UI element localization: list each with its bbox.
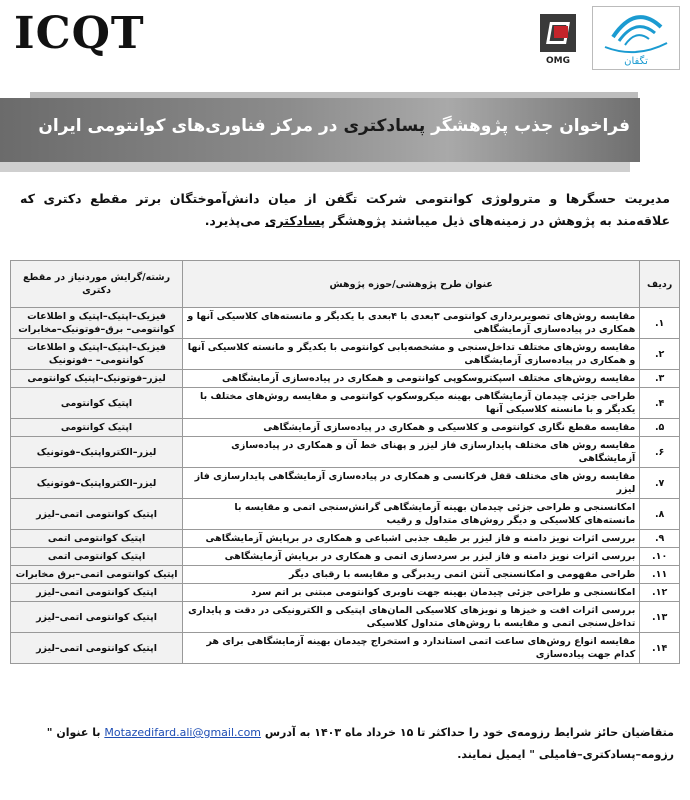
tagfan-logo <box>592 6 680 70</box>
row-num: ۳. <box>640 370 680 388</box>
row-title: مقایسه روش های مختلف قفل فرکانسی و همکاری در پیاده‌سازی آزمایشگاهی پایدارسازی فاز لیزر <box>183 468 640 499</box>
intro-paragraph <box>20 188 670 232</box>
row-field: اپتیک کوانتومی اتمی–لیزر <box>11 584 183 602</box>
research-topics-table <box>10 260 680 664</box>
table-row <box>11 339 680 370</box>
row-num: ۸. <box>640 499 680 530</box>
row-field: فیزیک–اپتیک–اپتیک و اطلاعات کوانتومی– برق–فوتونیک–مخابرات <box>11 308 183 339</box>
intro-emphasis: پسادکتری <box>264 213 326 228</box>
table-row <box>11 370 680 388</box>
row-num: ۱۲. <box>640 584 680 602</box>
contact-email-link[interactable]: Motazedifard.ali@gmail.com <box>104 726 262 739</box>
row-num: ۴. <box>640 388 680 419</box>
row-field: لیزر–الکترواپتیک–فوتونیک <box>11 468 183 499</box>
omg-logo <box>536 10 580 68</box>
header-title: عنوان طرح پژوهشی/حوزه پژوهش <box>183 261 640 308</box>
omg-logo-label: OMG <box>546 56 570 66</box>
row-title: طراحی مفهومی و امکانسنجی آنتن اتمی ریدبرگی و مقایسه با رقبای دیگر <box>183 566 640 584</box>
row-num: ۲. <box>640 339 680 370</box>
omg-logo-icon <box>540 14 576 52</box>
banner-title-part2: در مرکز فناوری‌های کوانتومی ایران <box>38 116 338 136</box>
row-title: مقایسه مقطع نگاری کوانتومی و کلاسیکی و همکاری در پیاده‌سازی آزمایشگاهی <box>183 419 640 437</box>
tagfan-logo-label: تگفان <box>624 56 648 67</box>
icqt-logo-text: ICQT <box>14 8 145 59</box>
application-instructions <box>12 722 674 766</box>
row-title: مقایسه روش های مختلف پایدارسازی فاز لیزر و پهنای خط آن و همکاری در پیاده‌سازی آزمایشگاهی <box>183 437 640 468</box>
header-num: ردیف <box>640 261 680 308</box>
footer-part1: متقاضیان حائز شرایط رزومه‌ی خود را حداکثر تا ۱۵ خرداد ماه ۱۴۰۳ به آدرس <box>264 726 674 739</box>
table-row <box>11 499 680 530</box>
row-field: اپتیک کوانتومی اتمی–لیزر <box>11 499 183 530</box>
banner-title-emphasis: پسادکتری <box>343 116 426 136</box>
table-row <box>11 388 680 419</box>
row-title: مقایسه روش‌های مختلف تداخل‌سنجی و مشخصه‌یابی کوانتومی با یکدیگر و مانسته کلاسیکی آنها و همکاری در پیاده‌سازی آزمایشگاهی <box>183 339 640 370</box>
intro-part1: مدیریت حسگرها و مترولوژی کوانتومی شرکت تگفن از میان دانش‌آموختگان برتر مقطع دکتری که علاقه‌مند به پژوهش در زمینه‌های ذیل میباشند پژوهشگر <box>20 191 670 228</box>
row-field: لیزر–فوتونیک–اپتیک کوانتومی <box>11 370 183 388</box>
row-num: ۷. <box>640 468 680 499</box>
table-row <box>11 468 680 499</box>
row-num: ۹. <box>640 530 680 548</box>
row-num: ۱۳. <box>640 602 680 633</box>
row-title: بررسی اثرات نویز دامنه و فاز لیزر بر طیف جذبی اشباعی و همکاری در برپایش آزمایشگاهی <box>183 530 640 548</box>
banner-title-part1: فراخوان جذب پژوهشگر <box>431 116 630 136</box>
row-field: اپتیک کوانتومی اتمی <box>11 530 183 548</box>
row-field: فیزیک–اپتیک–اپتیک و اطلاعات کوانتومی– –فوتونیک <box>11 339 183 370</box>
row-title: بررسی اثرات افت و خیزها و نویزهای کلاسیکی المان‌های اپتیکی و الکترونیکی در دقت و پایداری تداخل‌سنجی اتمی و مقایسه با روش‌های متداول کلاسیکی <box>183 602 640 633</box>
row-field: اپتیک کوانتومی اتمی <box>11 548 183 566</box>
row-field: لیزر–الکترواپتیک–فوتونیک <box>11 437 183 468</box>
row-field: اپتیک کوانتومی اتمی–لیزر <box>11 602 183 633</box>
row-field: اپتیک کوانتومی <box>11 388 183 419</box>
row-num: ۱۰. <box>640 548 680 566</box>
header-field: رشته/گرایش موردنیاز در مقطع دکتری <box>11 261 183 308</box>
banner-title <box>38 116 630 136</box>
row-num: ۵. <box>640 419 680 437</box>
table-row <box>11 530 680 548</box>
row-field: اپتیک کوانتومی اتمی–لیزر <box>11 633 183 664</box>
table-row <box>11 633 680 664</box>
banner-bottom-strip <box>0 162 630 172</box>
table-row <box>11 437 680 468</box>
row-title: طراحی جزئی چیدمان آزمایشگاهی بهینه میکروسکوپ کوانتومی و مقایسه روش‌های مختلف با یکدیگر و با مانسته کلاسیکی آنها <box>183 388 640 419</box>
table-row <box>11 566 680 584</box>
title-banner <box>0 92 690 176</box>
row-num: ۱۱. <box>640 566 680 584</box>
row-title: مقایسه انواع روش‌های ساعت اتمی استاندارد و استخراج چیدمان بهینه آزمایشگاهی برای هر کدام جهت پیاده‌سازی <box>183 633 640 664</box>
table-row <box>11 602 680 633</box>
row-field: اپتیک کوانتومی اتمی–برق مخابرات <box>11 566 183 584</box>
row-num: ۶. <box>640 437 680 468</box>
row-title: مقایسه روش‌های مختلف اسپکتروسکوپی کوانتومی و همکاری در پیاده‌سازی آزمایشگاهی <box>183 370 640 388</box>
intro-part2: می‌پذیرد. <box>204 213 261 228</box>
table-row <box>11 419 680 437</box>
row-title: امکانسنجی و طراحی جزئی چیدمان بهینه جهت ناوبری کوانتومی مبتنی بر اتم سرد <box>183 584 640 602</box>
tagfan-logo-icon <box>593 7 679 55</box>
row-num: ۱. <box>640 308 680 339</box>
row-num: ۱۴. <box>640 633 680 664</box>
row-field: اپتیک کوانتومی <box>11 419 183 437</box>
table-row <box>11 584 680 602</box>
footer-part2: با عنوان " رزومه–پسادکتری–فامیلی " ایمیل نمایند. <box>46 726 674 761</box>
row-title: بررسی اثرات نویز دامنه و فاز لیزر بر سردسازی اتمی و همکاری در برپایش آزمایشگاهی <box>183 548 640 566</box>
table-row <box>11 548 680 566</box>
table-row <box>11 308 680 339</box>
row-title: مقایسه روش‌های تصویربرداری کوانتومی ۳بعدی با ۴بعدی با یکدیگر و مانسته‌های کلاسیکی آنها و همکاری در پیاده‌سازی آزمایشگاهی <box>183 308 640 339</box>
row-title: امکانسنجی و طراحی جزئی چیدمان بهینه آزمایشگاهی گرانش‌سنجی اتمی و مقایسه با مانسته‌های کلاسیکی و دیگر روش‌های متداول و رقیب <box>183 499 640 530</box>
table-header-row <box>11 261 680 308</box>
